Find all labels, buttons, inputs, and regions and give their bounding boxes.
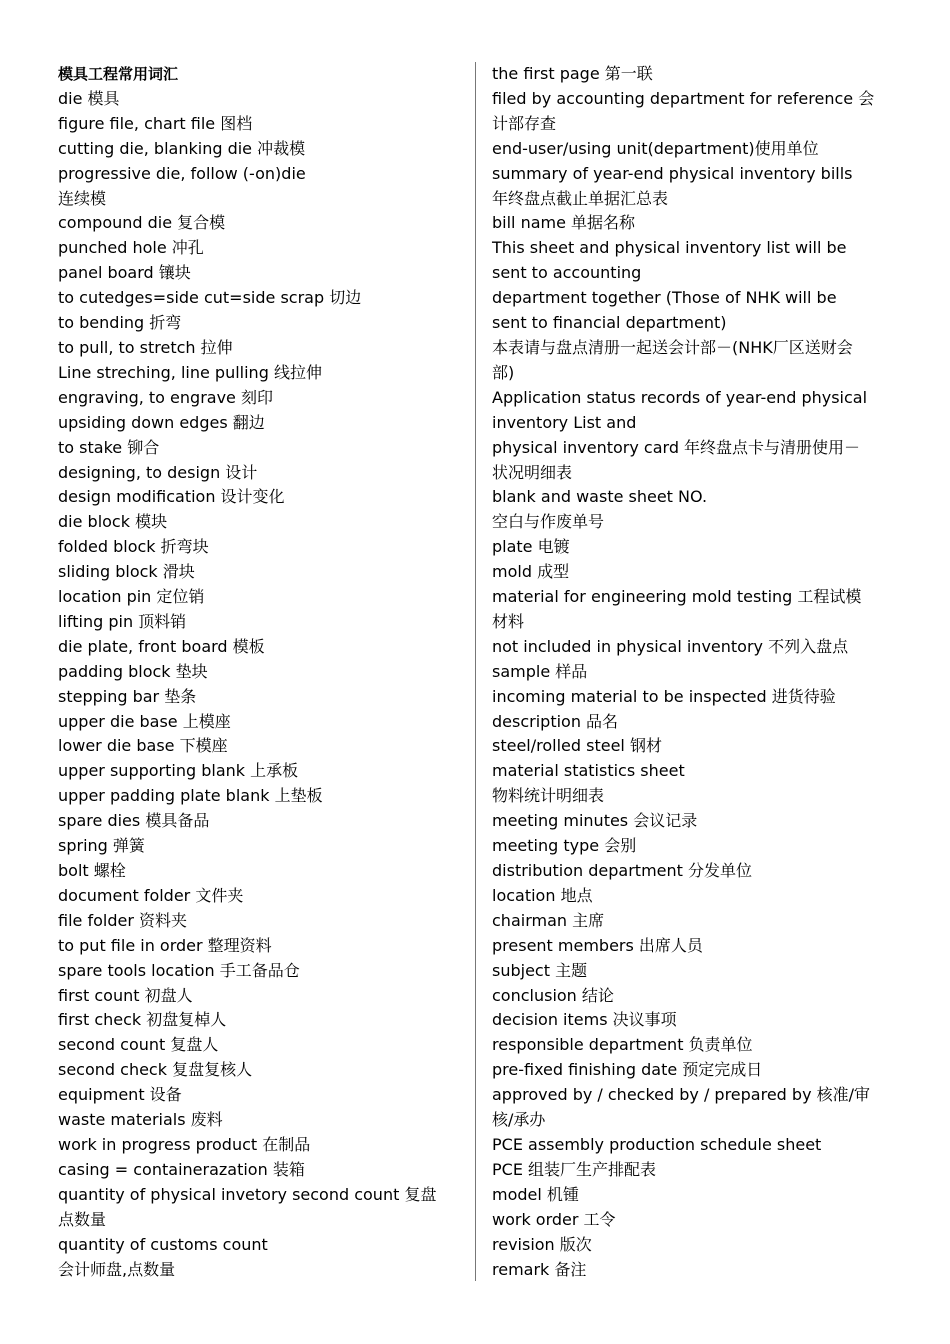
term-line: chairman 主席 [492, 910, 605, 930]
term-line: decision items 决议事项 [492, 1010, 677, 1030]
column-divider [475, 62, 476, 1281]
term-line: remark 备注 [492, 1259, 587, 1279]
term-line: document folder 文件夹 [58, 885, 244, 905]
term-line: to bending 折弯 [58, 313, 182, 333]
term-line: upper padding plate blank 上垫板 [58, 786, 323, 806]
term-line: approved by / checked by / prepared by 核准/审 [492, 1085, 871, 1105]
term-line: to cutedges=side cut=side scrap 切边 [58, 288, 362, 308]
term-line: progressive die, follow (-on)die [58, 163, 306, 183]
term-line: 材料 [492, 611, 525, 631]
term-line: 空白与作废单号 [492, 512, 605, 532]
term-line: upper supporting blank 上承板 [58, 761, 299, 781]
term-line: not included in physical inventory 不列入盘点 [492, 636, 849, 656]
term-line: 本表请与盘点清册一起送会计部－(NHK厂区送财会 [492, 337, 853, 357]
term-line: meeting type 会别 [492, 836, 637, 856]
term-line: 部) [492, 362, 515, 382]
term-line: the first page 第一联 [492, 64, 653, 83]
term-line: blank and waste sheet NO. [492, 487, 708, 507]
term-line: sample 样品 [492, 661, 588, 681]
term-line: 点数量 [58, 1209, 107, 1229]
term-line: spare tools location 手工备品仓 [58, 960, 300, 980]
term-line: second count 复盘人 [58, 1035, 219, 1055]
term-line: 年终盘点截止单据汇总表 [492, 188, 669, 208]
term-line: plate 电镀 [492, 537, 570, 557]
term-line: pre-fixed finishing date 预定完成日 [492, 1060, 763, 1080]
term-line: filed by accounting department for reference 会 [492, 88, 875, 108]
term-line: responsible department 负责单位 [492, 1035, 753, 1055]
term-line: lower die base 下模座 [58, 736, 228, 756]
term-line: engraving, to engrave 刻印 [58, 387, 273, 407]
left-term-list [58, 87, 463, 1283]
term-line: description 品名 [492, 711, 619, 731]
term-line: folded block 折弯块 [58, 537, 209, 557]
term-line: meeting minutes 会议记录 [492, 811, 698, 831]
term-line: file folder 资料夹 [58, 910, 187, 930]
term-line: incoming material to be inspected 进货待验 [492, 686, 836, 706]
term-line: sent to accounting [492, 263, 642, 283]
term-line: cutting die, blanking die 冲裁模 [58, 138, 306, 158]
term-line: die block 模块 [58, 512, 168, 532]
term-line: model 机锺 [492, 1184, 579, 1204]
term-line: second check 复盘复核人 [58, 1060, 253, 1080]
term-line: conclusion 结论 [492, 985, 614, 1005]
term-line: equipment 设备 [58, 1085, 182, 1105]
term-line: location 地点 [492, 885, 593, 905]
term-line: stepping bar 垫条 [58, 686, 197, 706]
term-line: sent to financial department) [492, 313, 727, 333]
term-line: PCE assembly production schedule sheet [492, 1134, 822, 1154]
term-line: spare dies 模具备品 [58, 811, 210, 831]
term-line: sliding block 滑块 [58, 562, 195, 582]
term-line: physical inventory card 年终盘点卡与清册使用－ [492, 437, 861, 457]
term-line: inventory List and [492, 412, 637, 432]
term-line: to pull, to stretch 拉伸 [58, 337, 233, 357]
term-line: spring 弹簧 [58, 836, 145, 856]
term-line: compound die 复合模 [58, 213, 226, 233]
term-line: 物料统计明细表 [492, 786, 605, 806]
term-line: bill name 单据名称 [492, 213, 636, 233]
term-line: material statistics sheet [492, 761, 685, 781]
term-line: padding block 垫块 [58, 661, 208, 681]
term-line: summary of year-end physical inventory bills [492, 163, 853, 183]
term-line: casing = containerazation 装箱 [58, 1159, 305, 1179]
term-line: to stake 铆合 [58, 437, 160, 457]
right-column [492, 62, 897, 1282]
term-line: distribution department 分发单位 [492, 861, 753, 880]
term-line: 计部存查 [492, 113, 557, 133]
term-line: upsiding down edges 翻边 [58, 412, 265, 432]
term-line: designing, to design 设计 [58, 462, 258, 482]
term-line: location pin 定位销 [58, 587, 205, 607]
term-line: 会计师盘,点数量 [58, 1259, 176, 1279]
term-line: work order 工令 [492, 1209, 616, 1229]
term-line: lifting pin 顶料销 [58, 611, 187, 631]
left-column [58, 62, 463, 1282]
term-line: Line streching, line pulling 线拉伸 [58, 362, 322, 382]
term-line: revision 版次 [492, 1234, 592, 1254]
term-line: This sheet and physical inventory list will be [492, 238, 847, 258]
document-title: 模具工程常用词汇 [58, 65, 179, 83]
term-line: end-user/using unit(department)使用单位 [492, 138, 819, 158]
term-line: to put file in order 整理资料 [58, 935, 272, 955]
term-line: first count 初盘人 [58, 985, 193, 1005]
term-line: material for engineering mold testing 工程试模 [492, 587, 862, 607]
term-line: 核/承办 [492, 1110, 546, 1130]
term-line: steel/rolled steel 钢材 [492, 736, 662, 756]
term-line: quantity of customs count [58, 1234, 268, 1254]
term-line: design modification 设计变化 [58, 487, 285, 507]
term-line: 状况明细表 [492, 462, 573, 482]
term-line: first check 初盘复棹人 [58, 1010, 227, 1030]
right-term-list [492, 62, 897, 1282]
term-line: department together (Those of NHK will be [492, 288, 837, 308]
term-line: subject 主题 [492, 960, 588, 980]
term-line: die 模具 [58, 88, 120, 108]
term-line: upper die base 上模座 [58, 711, 231, 731]
term-line: PCE 组装厂生产排配表 [492, 1159, 657, 1179]
term-line: punched hole 冲孔 [58, 238, 204, 258]
term-line: work in progress product 在制品 [58, 1134, 311, 1154]
term-line: panel board 镶块 [58, 263, 191, 283]
term-line: mold 成型 [492, 562, 570, 582]
term-line: Application status records of year-end physical [492, 387, 868, 407]
term-line: present members 出席人员 [492, 935, 703, 955]
term-line: figure file, chart file 图档 [58, 113, 253, 133]
term-line: bolt 螺栓 [58, 861, 126, 880]
term-line: quantity of physical invetory second count 复盘 [58, 1184, 437, 1204]
term-line: 连续模 [58, 188, 107, 208]
term-line: waste materials 废料 [58, 1110, 223, 1130]
term-line: die plate, front board 模板 [58, 636, 265, 656]
